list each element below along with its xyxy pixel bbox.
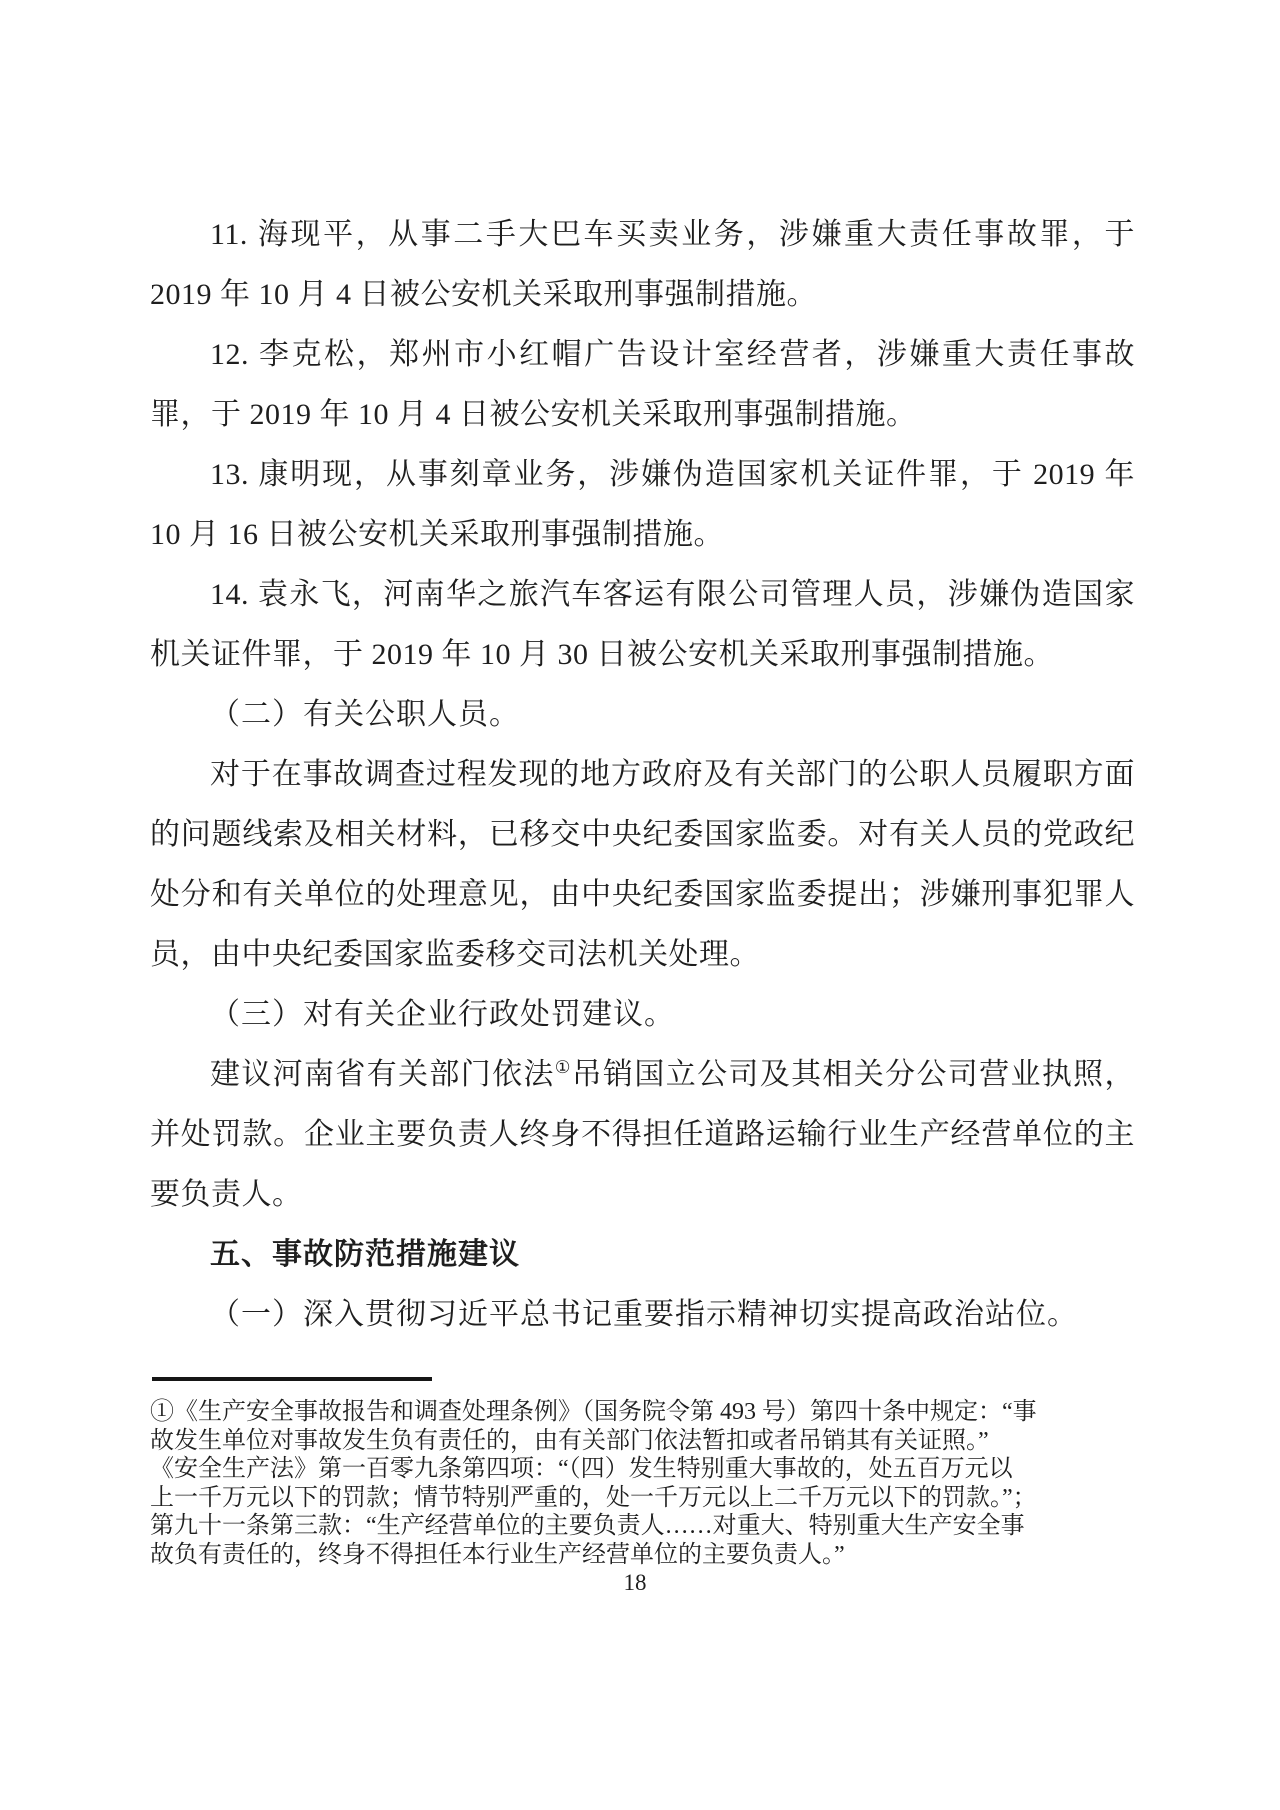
footnote-line: 故负有责任的，终身不得担任本行业生产经营单位的主要负责人。”	[150, 1541, 845, 1568]
penalty-text-post: 吊销国立公司及其相关分公司营业执照，并处罚款。企业主要负责人终身不得担任道路运输行业生产经营单位的主要负责人。	[150, 1058, 1136, 1211]
section-5-heading: 五、事故防范措施建议	[210, 1238, 520, 1271]
footnote-line: 故发生单位对事故发生负有责任的，由有关部门依法暂扣或者吊销其有关证照。”	[150, 1427, 989, 1454]
administrative-penalty-paragraph	[150, 1045, 1135, 1225]
footnote-line: ①《生产安全事故报告和调查处理条例》（国务院令第 493 号）第四十条中规定：“事	[150, 1399, 1037, 1425]
item-13-paragraph: 13. 康明现，从事刻章业务，涉嫌伪造国家机关证件罪，于 2019 年 10 月 16 日被公安机关采取刑事强制措施。	[150, 458, 1135, 551]
item-11-paragraph: 11. 海现平，从事二手大巴车买卖业务，涉嫌重大责任事故罪，于 2019 年 10 月 4 日被公安机关采取刑事强制措施。	[150, 218, 1135, 311]
section-2-subheading: （二）有关公职人员。	[210, 698, 520, 731]
section-5-1-subheading: （一）深入贯彻习近平总书记重要指示精神切实提高政治站位。	[210, 1298, 1078, 1331]
footnote-line: 上一千万元以下的罚款；情节特别严重的，处一千万元以上二千万元以下的罚款。”；	[150, 1484, 1037, 1511]
footnote-ref-marker: ①	[554, 1057, 572, 1077]
footnote-separator-line	[152, 1377, 432, 1381]
penalty-text-pre: 建议河南省有关部门依法	[210, 1058, 555, 1091]
footnote-line: 第九十一条第三款：“生产经营单位的主要负责人……对重大、特别重大生产安全事	[150, 1513, 1025, 1540]
section-3-subheading: （三）对有关企业行政处罚建议。	[210, 998, 675, 1031]
page-number: 18	[623, 1570, 647, 1595]
footnote-block	[150, 1398, 1150, 1570]
footnote-line: 《安全生产法》第一百零九条第四项：“（四）发生特别重大事故的，处五百万元以	[150, 1456, 1013, 1483]
document-body	[150, 205, 1135, 1345]
item-12-paragraph: 12. 李克松，郑州市小红帽广告设计室经营者，涉嫌重大责任事故罪，于 2019 年 10 月 4 日被公安机关采取刑事强制措施。	[150, 338, 1135, 431]
public-officials-paragraph: 对于在事故调查过程发现的地方政府及有关部门的公职人员履职方面的问题线索及相关材料，已移交中央纪委国家监委。对有关人员的党政纪处分和有关单位的处理意见，由中央纪委国家监委提出；涉嫌刑事犯罪人员，由中央纪委国家监委移交司法机关处理。	[150, 758, 1135, 971]
item-14-paragraph: 14. 袁永飞，河南华之旅汽车客运有限公司管理人员，涉嫌伪造国家机关证件罪，于 2019 年 10 月 30 日被公安机关采取刑事强制措施。	[150, 578, 1135, 671]
